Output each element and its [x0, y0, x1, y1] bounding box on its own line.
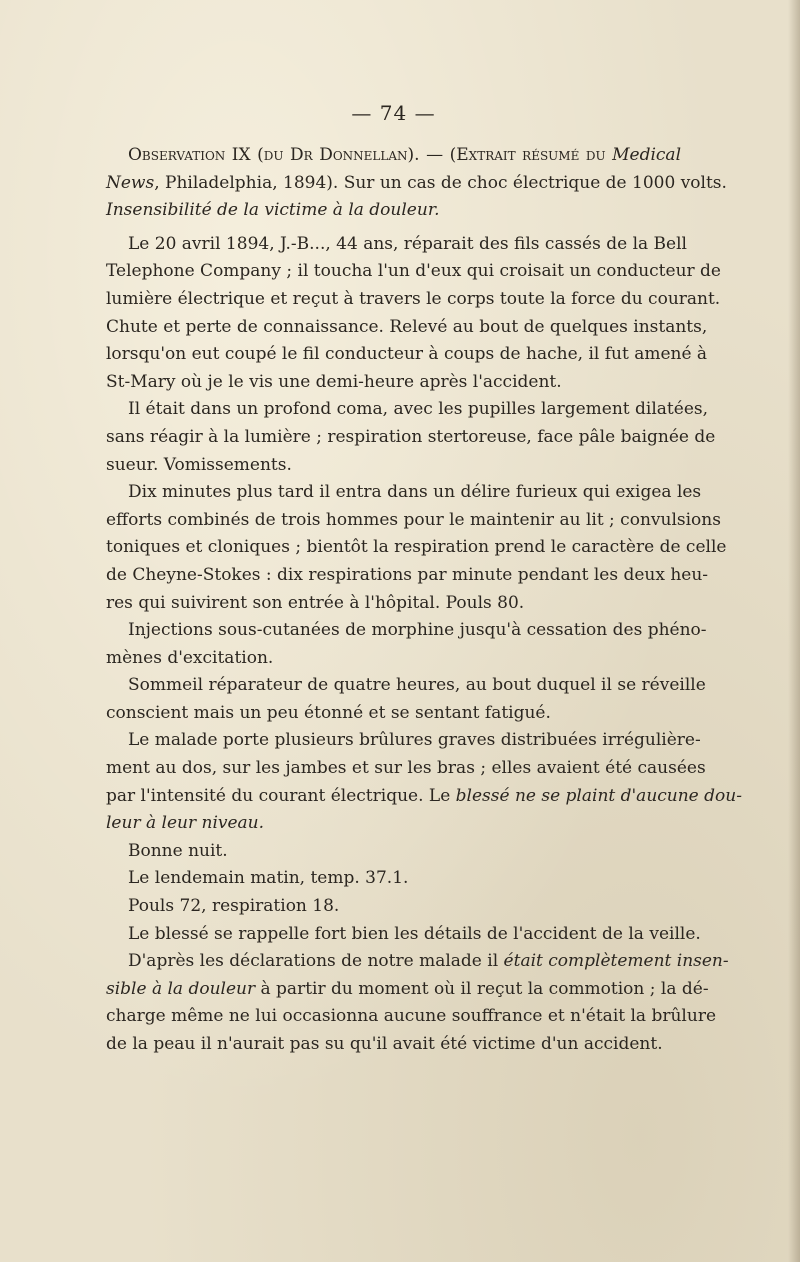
paragraph-4: [106, 617, 707, 672]
paragraph-line: conscient mais un peu étonné et se sentant fatigué.: [106, 702, 551, 723]
paragraph-line: mènes d'excitation.: [106, 647, 274, 668]
heading-line-2: [106, 170, 727, 198]
paragraph-3: [106, 479, 727, 617]
paragraph-line: Sommeil réparateur de quatre heures, au bout duquel il se réveille: [128, 675, 706, 696]
paragraph-line: [106, 976, 709, 1004]
paragraph-line: sueur. Vomissements.: [106, 454, 292, 475]
paragraph-line: res qui suivirent son entrée à l'hôpital. Pouls 80.: [106, 592, 525, 613]
short-line: Le lendemain matin, temp. 37.1.: [128, 868, 409, 889]
heading-line-3: Insensibilité de la victime à la douleur.: [106, 200, 440, 221]
paragraph-6: [106, 727, 742, 837]
paragraph-line: sans réagir à la lumière ; respiration stertoreuse, face pâle baignée de: [106, 426, 716, 447]
final-line-1-italic: était complètement insen-: [503, 951, 729, 972]
heading-line-2-italic: News: [106, 172, 155, 193]
paragraph-line: Chute et perte de connaissance. Relevé au bout de quelques instants,: [106, 316, 708, 337]
italic-sentence-italic: blessé ne se plaint d'aucune dou-: [455, 785, 742, 806]
observation-heading: [106, 142, 727, 225]
short-line: Bonne nuit.: [128, 840, 228, 861]
page-number: — 74 —: [351, 101, 436, 125]
italic-sentence-prefix: par l'intensité du courant électrique. Le: [106, 785, 451, 806]
paragraph-line: de la peau il n'aurait pas su qu'il avait été victime d'un accident.: [106, 1034, 663, 1054]
paragraph-line: Il était dans un profond coma, avec les pupilles largement dilatées,: [128, 399, 709, 420]
heading-line-1: [106, 142, 681, 170]
paragraph-line: Injections sous-cutanées de morphine jusqu'à cessation des phéno-: [128, 620, 707, 641]
heading-line-1-text: Observation IX (du Dr Donnellan). — (Extrait résumé du: [128, 145, 606, 165]
paragraph-line: de Cheyne-Stokes : dix respirations par minute pendant les deux heu-: [106, 564, 709, 585]
paragraph-line: lorsqu'on eut coupé le fil conducteur à coups de hache, il fut amené à: [106, 344, 708, 365]
paragraph-line: toniques et cloniques ; bientôt la respiration prend le caractère de celle: [106, 537, 727, 558]
paragraph-line: leur à leur niveau.: [106, 813, 265, 834]
short-line: Pouls 72, respiration 18.: [128, 896, 340, 917]
paragraph-line: [106, 948, 729, 976]
short-lines: [106, 838, 701, 948]
heading-line-2-text: , Philadelphia, 1894). Sur un cas de choc électrique de 1000 volts.: [154, 172, 727, 193]
paragraph-line: ment au dos, sur les jambes et sur les bras ; elles avaient été causées: [106, 758, 706, 779]
paragraph-line: lumière électrique et reçut à travers le corps toute la force du courant.: [106, 288, 721, 309]
final-line-2-rest: à partir du moment où il reçut la commotion ; la dé-: [260, 978, 709, 999]
paragraph-line: Telephone Company ; il toucha l'un d'eux qui croisait un conducteur de: [106, 261, 721, 282]
paragraph-line: efforts combinés de trois hommes pour le maintenir au lit ; convulsions: [106, 509, 721, 530]
paragraph-line: Le 20 avril 1894, J.-B..., 44 ans, réparait des fils cassés de la Bell: [128, 233, 687, 254]
paragraph-line: charge même ne lui occasionna aucune souffrance et n'était la brûlure: [106, 1006, 716, 1027]
paragraph-1: [106, 231, 721, 397]
final-line-2-italic: sible à la douleur: [106, 978, 256, 999]
final-paragraph: [106, 948, 729, 1058]
short-line: Le blessé se rappelle fort bien les détails de l'accident de la veille.: [128, 923, 701, 944]
document-page: [106, 100, 742, 1059]
heading-line-1-italic: Medical: [612, 145, 682, 165]
page-edge-shadow: [788, 0, 800, 1262]
paragraph-5: [106, 672, 706, 727]
paragraph-line: Le malade porte plusieurs brûlures graves distribuées irrégulière-: [128, 730, 701, 751]
paragraph-line: Dix minutes plus tard il entra dans un délire furieux qui exigea les: [128, 482, 702, 503]
paragraph-line: St-Mary où je le vis une demi-heure après l'accident.: [106, 371, 562, 392]
paragraph-2: [106, 396, 716, 479]
paragraph-line: [106, 783, 742, 811]
final-line-1-prefix: D'après les déclarations de notre malade il: [128, 951, 499, 972]
